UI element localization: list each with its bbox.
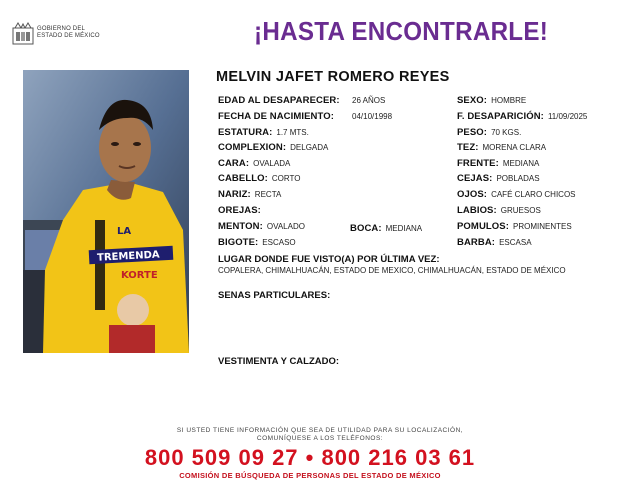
field-cejas	[457, 173, 540, 184]
field-label: TEZ:	[457, 142, 479, 153]
field-label: SEXO:	[457, 95, 488, 106]
field-label: ESTATURA:	[218, 127, 273, 138]
vestimenta-label: VESTIMENTA Y CALZADO:	[218, 356, 340, 367]
field-label: EDAD AL DESAPARECER:	[218, 95, 340, 106]
field-label: LABIOS:	[457, 205, 497, 216]
logo-line-2: ESTADO DE MÉXICO	[37, 33, 100, 39]
shirt-text-1: LA	[117, 226, 132, 237]
headline: ¡HASTA ENCONTRARLE!	[254, 16, 549, 46]
field-value: OVALADA	[253, 159, 291, 168]
field-label: BIGOTE:	[218, 237, 259, 248]
field-peso	[457, 127, 521, 138]
info-line-2: COMUNÍQUESE A LOS TELÉFONOS:	[256, 435, 384, 442]
field-barba	[457, 237, 532, 248]
commission-name: COMISIÓN DE BÚSQUEDA DE PERSONAS DEL ESTADO DE MÉXICO	[179, 471, 441, 480]
last-seen-label: LUGAR DONDE FUE VISTO(A) POR ÚLTIMA VEZ:	[218, 254, 440, 265]
photo-illustration	[23, 70, 189, 353]
last-seen-value: COPALERA, CHIMALHUACÁN, ESTADO DE MEXICO, CHIMALHUACÁN, ESTADO DE MÉXICO	[218, 266, 566, 275]
field-value: RECTA	[254, 190, 282, 199]
field-value: DELGADA	[290, 143, 329, 152]
field-edad	[218, 95, 386, 106]
field-value: 11/09/2025	[547, 112, 588, 121]
field-value: PROMINENTES	[513, 222, 572, 231]
field-label: PESO:	[457, 127, 488, 138]
field-value: HOMBRE	[491, 96, 527, 105]
government-logo-text	[37, 26, 100, 40]
field-frente	[457, 158, 539, 169]
state-emblem-icon	[12, 22, 34, 46]
field-boca	[350, 223, 422, 234]
field-label: POMULOS:	[457, 221, 509, 232]
phone-numbers: 800 509 09 27 • 800 216 03 61	[144, 445, 476, 470]
field-value: 26 AÑOS	[352, 96, 386, 105]
field-label: COMPLEXION:	[218, 142, 287, 153]
field-orejas	[218, 205, 265, 216]
field-value: MEDIANA	[385, 224, 423, 233]
field-value: POBLADAS	[496, 174, 540, 183]
field-pomulos	[457, 221, 572, 232]
field-cara	[218, 158, 290, 169]
field-estatura	[218, 127, 309, 138]
field-f-desaparicion	[457, 111, 587, 122]
field-label: FECHA DE NACIMIENTO:	[218, 111, 334, 122]
field-label: BARBA:	[457, 237, 496, 248]
field-cabello	[218, 173, 301, 184]
field-label: OJOS:	[457, 189, 488, 200]
field-label: CEJAS:	[457, 173, 493, 184]
field-value: MORENA CLARA	[482, 143, 547, 152]
field-sexo	[457, 95, 526, 106]
field-ojos	[457, 189, 576, 200]
field-label: FRENTE:	[457, 158, 499, 169]
field-menton	[218, 221, 305, 232]
field-fecha-nacimiento	[218, 111, 393, 122]
field-label: BOCA:	[350, 223, 382, 234]
field-value: 1.7 MTS.	[276, 128, 309, 137]
person-name: MELVIN JAFET ROMERO REYES	[216, 69, 450, 85]
field-value: ESCASO	[262, 238, 296, 247]
field-labios	[457, 205, 541, 216]
logo-line-1: GOBIERNO DEL	[37, 26, 86, 32]
government-logo	[12, 22, 122, 48]
field-value: GRUESOS	[500, 206, 541, 215]
info-line-1: SI USTED TIENE INFORMACIÓN QUE SEA DE UTILIDAD PARA SU LOCALIZACIÓN,	[176, 427, 464, 434]
field-nariz	[218, 189, 281, 200]
missing-person-photo	[23, 70, 189, 353]
field-value: MEDIANA	[502, 159, 540, 168]
senas-particulares-label: SENAS PARTICULARES:	[218, 290, 331, 301]
field-complexion	[218, 142, 328, 153]
field-value: CAFÉ CLARO CHICOS	[491, 190, 576, 199]
field-value: CORTO	[271, 174, 301, 183]
shirt-text-3: KORTE	[121, 270, 158, 281]
field-label: OREJAS:	[218, 205, 261, 216]
field-value: OVALADO	[266, 222, 305, 231]
field-value: 04/10/1998	[352, 112, 393, 121]
shirt-text-2: TREMENDA	[96, 249, 160, 264]
field-bigote	[218, 237, 296, 248]
field-label: NARIZ:	[218, 189, 251, 200]
field-label: F. DESAPARICIÓN:	[457, 111, 544, 122]
field-tez	[457, 142, 546, 153]
field-label: MENTON:	[218, 221, 263, 232]
field-value: 70 KGS.	[491, 128, 522, 137]
field-value: ESCASA	[499, 238, 532, 247]
field-label: CABELLO:	[218, 173, 268, 184]
field-label: CARA:	[218, 158, 250, 169]
